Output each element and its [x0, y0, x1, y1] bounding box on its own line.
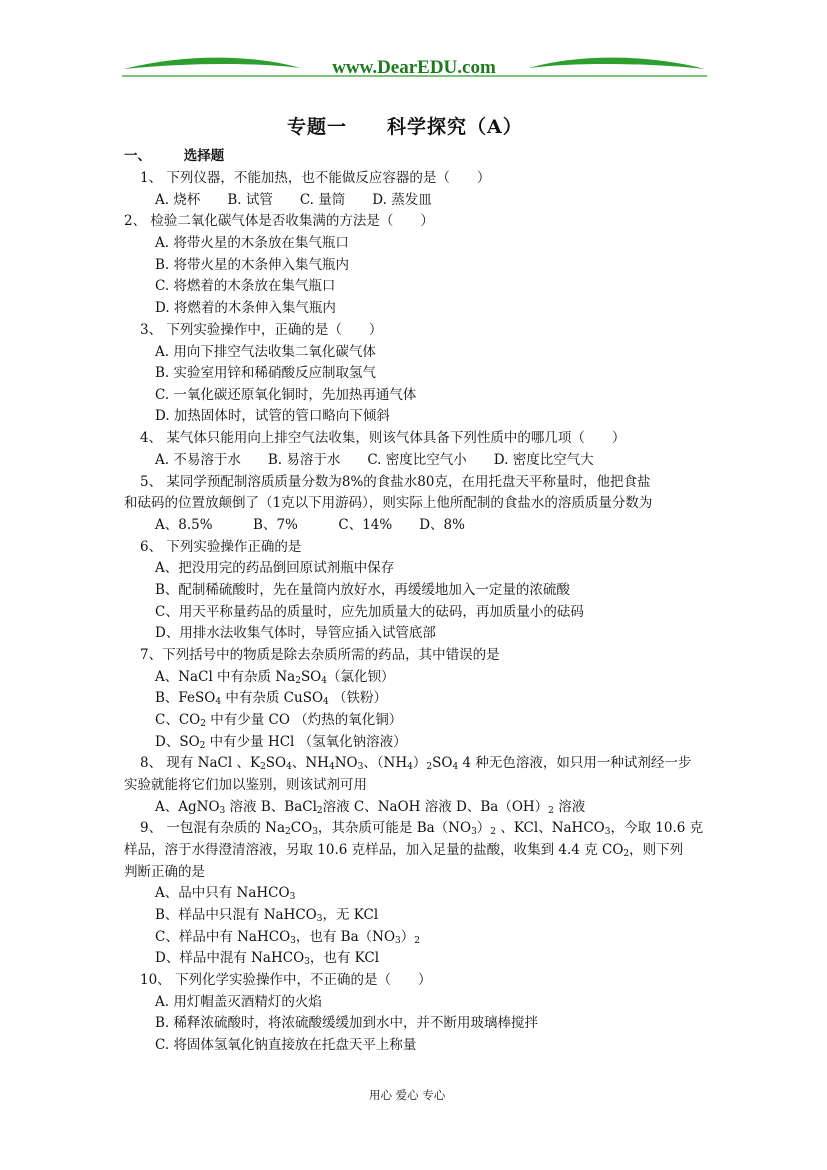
question-9-stem-line3: 判断正确的是: [124, 864, 205, 880]
page-footer: 用心 爱心 专心: [369, 1088, 446, 1102]
question-3-stem: 3、 下列实验操作中，正确的是（ ）: [140, 322, 383, 338]
section-label: 选择题: [183, 148, 225, 164]
section-number: 一、: [124, 148, 151, 164]
question-7-option-b: B、FeSO$_4$ 中有杂质 CuSO$_4$ （铁粉）: [155, 690, 388, 707]
question-6-option-a: A、把没用完的药品倒回原试剂瓶中保存: [155, 560, 395, 576]
question-9-option-a: A、品中只有 NaHCO$_3$: [155, 885, 296, 902]
header-logo: [122, 52, 707, 84]
question-8-stem-line1: 8、 现有 NaCl 、$K_2SO_4$、$NH_4NO_3$、$(NH_4)_2SO_4$ 4 种无色溶液，如只用一种试剂经一步: [140, 755, 692, 772]
question-3-option-d: D. 加热固体时，试管的管口略向下倾斜: [155, 408, 390, 424]
question-5-stem-line1: 5、 某同学预配制溶质质量分数为8%的食盐水80克，在用托盘天平称量时，他把食盐: [140, 474, 651, 490]
question-7-option-a: A、NaCl 中有杂质 $Na_2SO_4$（氯化钡）: [155, 669, 395, 686]
question-9-option-b: B、样品中只混有 NaHCO$_3$，无 KCl: [155, 907, 379, 924]
question-6-stem: 6、 下列实验操作正确的是: [140, 539, 302, 555]
question-10-option-c: C. 将固体氢氧化钠直接放在托盘天平上称量: [155, 1037, 417, 1053]
question-9-option-c: C、样品中有 NaHCO$_3$，也有 $Ba(NO_3)_2$: [155, 929, 420, 946]
left-swoosh: [124, 58, 300, 69]
question-8-options: A、AgNO$_3$ 溶液 B、BaCl$_2$溶液 C、NaOH 溶液 D、$Ba(OH)_2$ 溶液: [155, 799, 586, 816]
right-swoosh: [529, 58, 705, 69]
question-5-stem-line2: 和砝码的位置放颠倒了（1克以下用游码），则实际上他所配制的食盐水的溶质质量分数为: [124, 495, 653, 511]
question-9-stem-line1: 9、 一包混有杂质的 $Na_2CO_3$，其杂质可能是 $Ba(NO_3)_2$ 、KCl、NaHCO$_3$，今取 10.6 克: [140, 820, 704, 837]
question-6-option-d: D、用排水法收集气体时，导管应插入试管底部: [155, 625, 436, 641]
question-2-option-b: B. 将带火星的木条伸入集气瓶内: [155, 257, 350, 273]
question-3-option-a: A. 用向下排空气法收集二氧化碳气体: [155, 344, 376, 360]
question-4-stem: 4、 某气体只能用向上排空气法收集，则该气体具备下列性质中的哪几项（ ）: [140, 430, 626, 446]
question-6-option-c: C、用天平称量药品的质量时，应先加质量大的砝码，再加质量小的砝码: [155, 604, 584, 620]
section-heading: [124, 146, 224, 166]
question-2-option-c: C. 将燃着的木条放在集气瓶口: [155, 278, 336, 294]
question-10-option-b: B. 稀释浓硫酸时，将浓硫酸缓缓加到水中，并不断用玻璃棒搅拌: [155, 1015, 539, 1031]
question-1-options: A. 烧杯 B. 试管 C. 量筒 D. 蒸发皿: [155, 192, 432, 208]
question-7-stem: 7、下列括号中的物质是除去杂质所需的药品，其中错误的是: [140, 647, 500, 663]
question-9-stem-line2: 样品，溶于水得澄清溶液，另取 10.6 克样品，加入足量的盐酸，收集到 4.4 克 $CO_2$，则下列: [124, 842, 684, 859]
question-1-stem: 1、 下列仪器，不能加热，也不能做反应容器的是（ ）: [140, 170, 491, 186]
question-7-option-d: D、$SO_2$ 中有少量 HCl （氢氧化钠溶液）: [155, 734, 407, 751]
question-10-option-a: A. 用灯帽盖灭酒精灯的火焰: [155, 994, 322, 1010]
logo-text: www.DearEDU.com: [332, 57, 496, 78]
question-2-option-d: D. 将燃着的木条伸入集气瓶内: [155, 300, 336, 316]
question-9-option-d: D、样品中混有 NaHCO$_3$，也有 KCl: [155, 950, 380, 967]
question-10-stem: 10、 下列化学实验操作中，不正确的是（ ）: [140, 972, 432, 988]
question-3-option-b: B. 实验室用锌和稀硝酸反应制取氢气: [155, 365, 377, 381]
question-3-option-c: C. 一氧化碳还原氧化铜时，先加热再通气体: [155, 387, 417, 403]
question-6-option-b: B、配制稀硫酸时，先在量筒内放好水，再缓缓地加入一定量的浓硫酸: [155, 582, 570, 598]
question-7-option-c: C、$CO_2$ 中有少量 CO （灼热的氧化铜）: [155, 712, 403, 729]
question-8-stem-line2: 实验就能将它们加以鉴别，则该试剂可用: [124, 777, 367, 793]
question-4-options: A. 不易溶于水 B. 易溶于水 C. 密度比空气小 D. 密度比空气大: [155, 452, 594, 468]
question-5-options: A、8.5% B、7% C、14% D、8%: [155, 517, 465, 533]
page-title: 专题一 科学探究（A）: [287, 116, 523, 138]
question-2-stem: 2、 检验二氧化碳气体是否收集满的方法是（ ）: [124, 213, 434, 229]
question-2-option-a: A. 将带火星的木条放在集气瓶口: [155, 235, 349, 251]
